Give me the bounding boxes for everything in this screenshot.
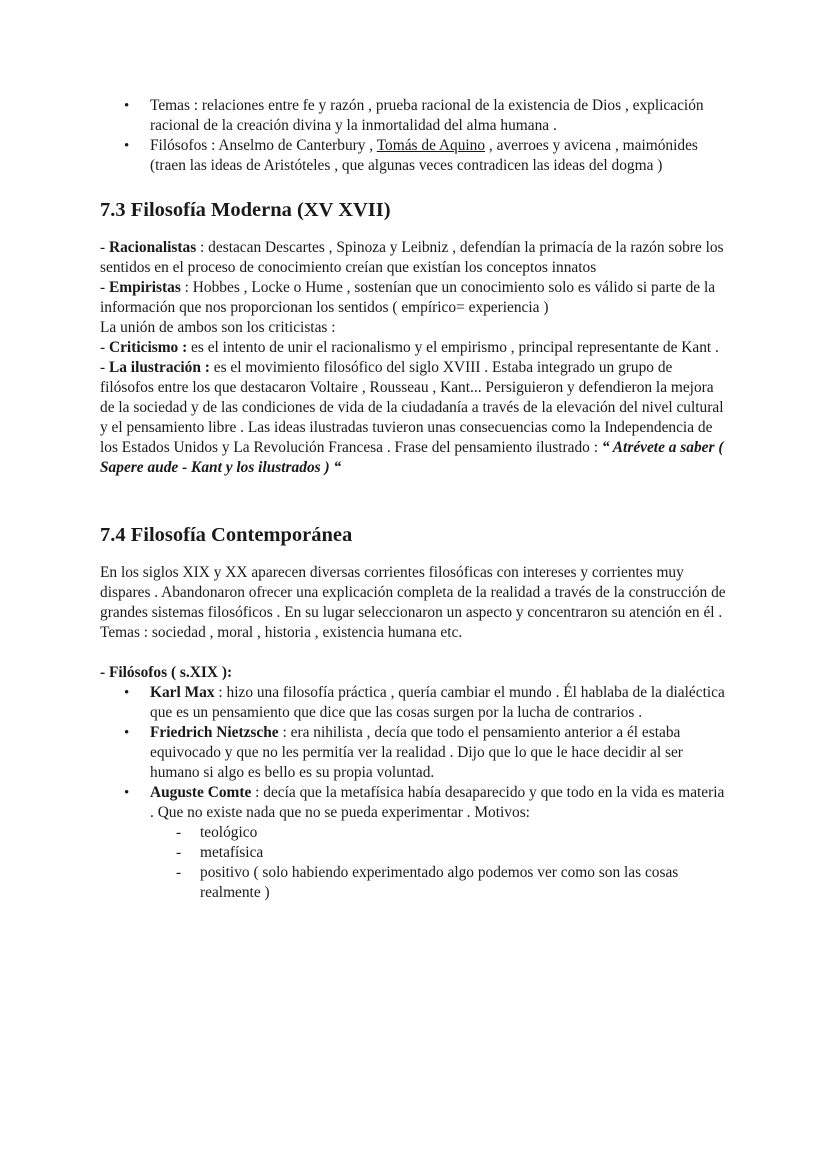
list-item-karl-max (100, 683, 730, 723)
paragraph-contemporanea-intro: En los siglos XIX y XX aparecen diversas corrientes filosóficas con intereses y corrientes muy dispares . Abandonaron ofrecer una explicación completa de la realidad a través de la construcción de grandes sistemas filosóficos . En su lugar seleccionaron un aspecto y concentraron su atención en él . Temas : sociedad , moral , historia , existencia humana etc. (100, 564, 726, 641)
quote-sapere-aude: “ Atrévete a saber ( Sapere aude - Kant y los ilustrados ) “ (100, 439, 724, 476)
list-item-text: Filósofos : Anselmo de Canterbury , (150, 137, 377, 154)
philosopher-name: Auguste Comte (150, 784, 252, 801)
motivo-item: - positivo ( solo habiendo experimentado algo podemos ver como son las cosas realmente ) (150, 863, 730, 903)
philosophers-list (100, 683, 730, 903)
motivo-item: - teológico (150, 823, 730, 843)
list-item-text: , averroes y avicena , maimónides (traen las ideas de Aristóteles , que algunas veces contradicen las ideas del dogma ) (150, 137, 698, 174)
section-heading-7-3: 7.3 Filosofía Moderna (XV XVII) (100, 199, 391, 221)
section-heading-7-4: 7.4 Filosofía Contemporánea (100, 524, 353, 546)
list-item-nietzsche (100, 723, 730, 783)
philosopher-text: : decía que la metafísica había desaparecido y que todo en la vida es materia . Que no existe nada que no se pueda experimentar . Motivos: (150, 784, 725, 821)
term-label: Empiristas (108, 279, 181, 296)
term-label: Criticismo : (108, 339, 188, 356)
list-item-comte (100, 783, 730, 903)
term-label: La ilustración : (108, 359, 210, 376)
philosopher-name: Friedrich Nietzsche (150, 724, 279, 741)
philosopher-text: : era nihilista , decía que todo el pensamiento anterior a él estaba equivocado y que no les permitía ver la realidad . Dijo que lo que le hace decidir al ser humano si algo es bello es su propia voluntad. (150, 724, 683, 781)
document-page (100, 96, 730, 903)
term-label: Racionalistas (108, 239, 197, 256)
intro-bullet-list (100, 96, 730, 176)
motivos-list (150, 823, 730, 903)
paragraph-criticismo: - Criticismo : es el intento de unir el racionalismo y el empirismo , principal representante de Kant . (100, 339, 719, 356)
philosopher-name: Karl Max (150, 684, 215, 701)
philosopher-text: : hizo una filosofía práctica , quería cambiar el mundo . Él hablaba de la dialéctica que es un pensamiento que dice que las cosas surgen por la lucha de contrarios . (150, 684, 725, 721)
term-text: es el intento de unir el racionalismo y el empirismo , principal representante de Kant . (187, 339, 719, 356)
link-tomas-de-aquino[interactable]: Tomás de Aquino (376, 137, 486, 154)
paragraph-racionalistas: - Racionalistas : destacan Descartes , Spinoza y Leibniz , defendían la primacía de la razón sobre los sentidos en el proceso de conocimiento creían que existían los conceptos innatos (100, 239, 724, 276)
term-text: : Hobbes , Locke o Hume , sostenían que un conocimiento solo es válido si parte de la información que nos proporcionan los sentidos ( empírico= experiencia ) (100, 279, 716, 316)
term-text: : destacan Descartes , Spinoza y Leibniz , defendían la primacía de la razón sobre los sentidos en el proceso de conocimiento creían que existían los conceptos innatos (100, 239, 724, 276)
list-item (100, 136, 730, 176)
motivo-item: - metafísica (150, 843, 730, 863)
list-item-text: Temas : relaciones entre fe y razón , prueba racional de la existencia de Dios , explicación racional de la creación divina y la inmortalidad del alma humana . (150, 97, 704, 134)
paragraph-ilustracion: - La ilustración : es el movimiento filosófico del siglo XVIII . Estaba integrado un grupo de filósofos entre los que destacaron Voltaire , Rousseau , Kant... Persiguieron y defendieron la mejora de la sociedad y de las condiciones de vida de la ciudadanía a través de la elevación del nivel cultural y el pensamiento libre . Las ideas ilustradas tuvieron unas consecuencias como la Independencia de los Estados Unidos y La Revolución Francesa . Frase del pensamiento ilustrado : “ Atrévete a saber ( Sapere aude - Kant y los ilustrados ) “ (100, 359, 724, 476)
philosophers-heading: - Filósofos ( s.XIX ): (100, 664, 233, 681)
paragraph-empiristas: - Empiristas : Hobbes , Locke o Hume , sostenían que un conocimiento solo es válido si parte de la información que nos proporcionan los sentidos ( empírico= experiencia ) (100, 279, 716, 316)
section-7-3-body (100, 238, 730, 478)
list-item (100, 96, 730, 136)
paragraph-union: La unión de ambos son los criticistas : (100, 319, 336, 336)
term-text: es el movimiento filosófico del siglo XVIII . Estaba integrado un grupo de filósofos entre los que destacaron Voltaire , Rousseau , Kant... Persiguieron y defendieron la mejora de la sociedad y de las condiciones de vida de la ciudadanía a través de la elevación del nivel cultural y el pensamiento libre . Las ideas ilustradas tuvieron unas consecuencias como la Independencia de los Estados Unidos y La Revolución Francesa . Frase del pensamiento ilustrado : (100, 359, 724, 456)
